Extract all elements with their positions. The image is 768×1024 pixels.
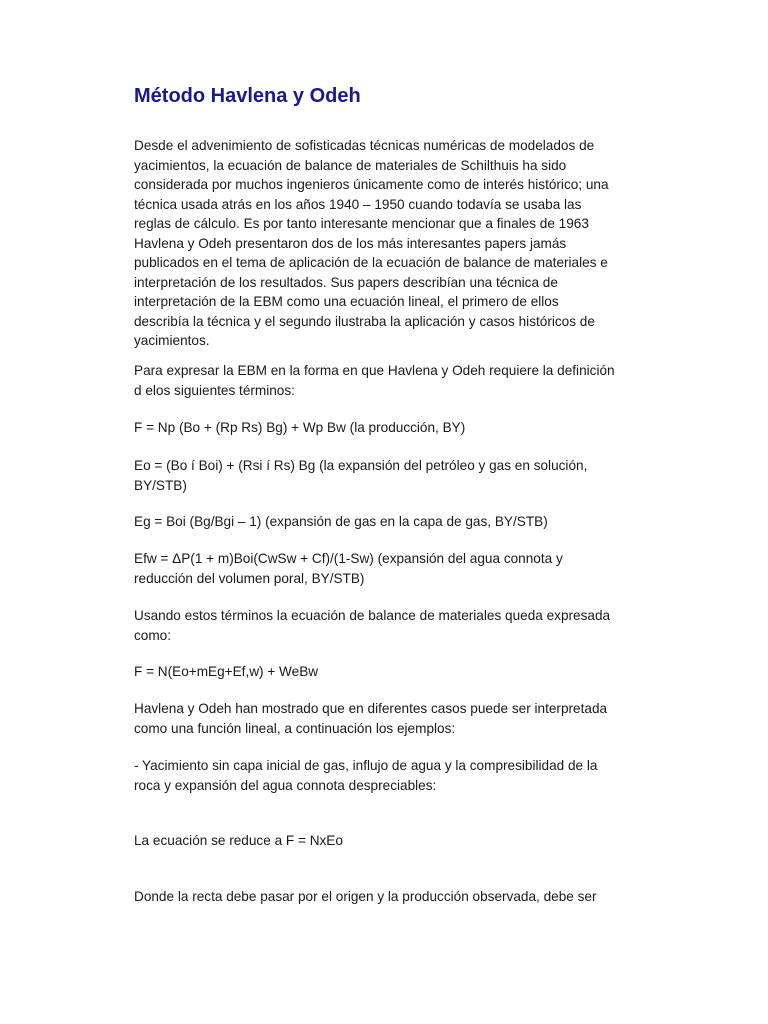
document-title: Método Havlena y Odeh bbox=[134, 85, 361, 107]
equation-f: F = Np (Bo + (Rp Rs) Bg) + Wp Bw (la producción, BY) bbox=[134, 420, 466, 435]
paragraph-mbe-expressed: Usando estos términos la ecuación de balance de materiales queda expresada como: bbox=[134, 608, 611, 643]
paragraph-line-origin: Donde la recta debe pasar por el origen y la producción observada, debe ser bbox=[134, 889, 597, 904]
paragraph-reduced-equation: La ecuación se reduce a F = NxEo bbox=[134, 833, 343, 848]
paragraph-introduction: Desde el advenimiento de sofisticadas técnicas numéricas de modelados de yacimientos, la ecuación de balance de materiales de Schilthuis ha sido considerada por muchos ingenieros únicamente como de interés histórico; una técnica usada atrás en los años 1940 – 1950 cuando todavía se usaba las reglas de cálculo. Es por tanto interesante mencionar que a finales de 1963 Havlena y Odeh presentaron dos de los más interesantes papers jamás publicados en el tema de aplicación de la ecuación de balance de materiales e interpretación de los resultados. Sus papers describían una técnica de interpretación de la EBM como una ecuación lineal, el primero de ellos describía la técnica y el segundo ilustraba la aplicación y casos históricos de yacimientos. bbox=[134, 138, 609, 348]
list-item-case-1: - Yacimiento sin capa inicial de gas, influjo de agua y la compresibilidad de la roca y expansión del agua connota despreciables: bbox=[134, 758, 598, 793]
equation-mbe: F = N(Eo+mEg+Ef,w) + WeBw bbox=[134, 664, 319, 679]
paragraph-linear-function: Havlena y Odeh han mostrado que en diferentes casos puede ser interpretada como una función lineal, a continuación los ejemplos: bbox=[134, 701, 608, 736]
equation-eg: Eg = Boi (Bg/Bgi – 1) (expansión de gas en la capa de gas, BY/STB) bbox=[134, 514, 548, 529]
paragraph-definitions-intro: Para expresar la EBM en la forma en que Havlena y Odeh requiere la definición d elos siguientes términos: bbox=[134, 363, 615, 398]
equation-eo: Eo = (Bo í Boi) + (Rsi í Rs) Bg (la expansión del petróleo y gas en solución, BY/STB) bbox=[134, 458, 588, 493]
equation-efw: Efw = ΔP(1 + m)Boi(CwSw + Cf)/(1-Sw) (expansión del agua connota y reducción del volumen poral, BY/STB) bbox=[134, 551, 563, 586]
